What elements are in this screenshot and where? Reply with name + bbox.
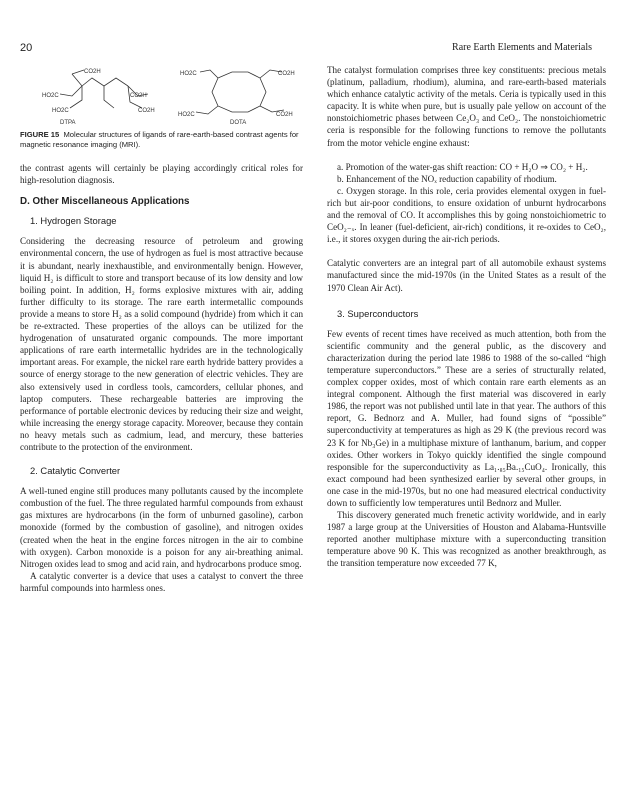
list-item-c: c. Oxygen storage. In this role, ceria provides elemental oxygen in fuel-rich but air-poor conditions, to ensure oxidation of unburnt hydrocarbons and the removal of CO. It accomplishes this by going nonstoichiometric to CeO₂₋ₓ. In leaner (fuel-deficient, air-rich) conditions, it re-oxides to CeO₂, i.e., it stores oxygen during the air-rich periods. — [327, 185, 606, 245]
dota-group-2: CO2H — [278, 71, 295, 77]
paragraph-catalytic-2: A catalytic converter is a device that uses a catalyst to convert the three harmful compounds into harmless ones. — [20, 570, 303, 593]
figure-15 — [20, 64, 303, 126]
paragraph-superconductors-2: This discovery generated much frenetic activity worldwide, and in early 1987 a large group at the Universities of Houston and Alabama-Huntsville reported another multiphase mixture with a superconducting transition temperature above 90 K. This was recognized as another breakthrough, as the transition temperature now exceeded 77 K, — [327, 510, 606, 569]
dtpa-group-5: CO2H — [138, 108, 155, 114]
ceria-function-list — [327, 161, 606, 246]
figure-caption-label: FIGURE 15 — [20, 130, 60, 139]
dtpa-group-3: HO2C — [52, 108, 69, 114]
paragraph-catalytic-converters: Catalytic converters are an integral part of all automobile exhaust systems manufactured since the mid-1970s (in the United States as a result of the 1970 Clean Air Act). — [327, 258, 606, 293]
figure-caption — [20, 130, 303, 150]
paragraph-contrast-agents: the contrast agents will certainly be playing accordingly critical roles for high-resolution diagnosis. — [20, 163, 303, 186]
list-item-a: a. Promotion of the water-gas shift reaction: CO + H₂O ⇒ CO₂ + H₂. — [337, 161, 588, 172]
list-item-b: b. Enhancement of the NOₓ reduction capability of rhodium. — [337, 173, 557, 184]
page-number: 20 — [20, 42, 33, 54]
subheading-hydrogen-storage: 1. Hydrogen Storage — [30, 215, 117, 227]
dtpa-group-1: CO2H — [84, 69, 101, 75]
figure-caption-text: Molecular structures of ligands of rare-earth-based contrast agents for magnetic resonance imaging (MRI). — [20, 130, 299, 149]
dtpa-label: DTPA — [60, 120, 76, 126]
paragraph-catalyst-formulation: The catalyst formulation comprises three key constituents: precious metals (platinum, palladium, rhodium), alumina, and rare-earth-based materials which enhance catalytic activity of the metals. Ceria is typically used in this capacity. It is white when pure, but is usually pale yellow on account of the nonstoichiometric phases between Ce₂O₃ and CeO₂. The nonstoichiometric ceria is responsible for the following functions to remove the pollutants from the motor vehicle engine exhaust: — [327, 65, 606, 148]
right-column — [327, 64, 606, 570]
subheading-catalytic-converter: 2. Catalytic Converter — [30, 465, 121, 477]
dota-group-4: CO2H — [276, 112, 293, 118]
dtpa-group-4: CO2H — [130, 93, 147, 99]
section-heading-misc: D. Other Miscellaneous Applications — [20, 196, 190, 208]
paragraph-superconductors-1: Few events of recent times have received as much attention, both from the scientific community and the general public, as the discovery and characterization during the period late 1986 to 1988 of the so-called “high temperature superconductors.” These are a series of structurally related, complex copper oxides, most of which contain rare earth elements as an integral component. Although the first material was discovered in early 1986, the report was not published until late in that year. The authors of this report, G. Bednorz and A. Muller, had found signs of “possible” superconductivity at temperatures as high as 29 K (the previous record was 23 K for Nb₃Ge) in a multiphase mixture of lanthanum, barium, and copper oxides. Other workers in Tokyo quickly identified the single compound responsible for the superconductivity as La₁.₈₅Ba.₁₅CuO₄. Ironically, this exact compound had been synthesized earlier by several other groups, in one case in the mid-1970s, but no one had measured electrical conductivity down to sufficiently low temperatures until Bednorz and Muller. — [327, 328, 606, 508]
dtpa-group-2: HO2C — [42, 93, 59, 99]
running-title: Rare Earth Elements and Materials — [452, 42, 592, 53]
left-column — [20, 64, 303, 594]
paragraph-catalytic-1: A well-tuned engine still produces many pollutants caused by the incomplete combustion of the fuel. The three regulated harmful compounds from exhaust gas mixtures are hydrocarbons (in the form of unburned gasoline), carbon monoxide (formed by the combustion of gasoline), and nitrogen oxides (created when the heat in the engine forces nitrogen in the air to combine with oxygen). Carbon monoxide is a poison for any air-breathing animal. Nitrogen oxides lead to smog and acid rain, and hydrocarbons produce smog. — [20, 486, 303, 569]
subheading-superconductors: 3. Superconductors — [337, 307, 419, 319]
dota-group-3: HO2C — [178, 112, 195, 118]
dota-label: DOTA — [230, 120, 247, 126]
dota-group-1: HO2C — [180, 71, 197, 77]
paragraph-hydrogen-storage: Considering the decreasing resource of petroleum and growing environmental concern, the use of hydrogen as fuel is most attractive because it is abundant, nearly inexhaustible, and environmentally benign. However, liquid H₂ is difficult to store and transport because of its low density and low boiling point. In addition, H₂ forms explosive mixtures with air, adding further difficulty to its storage. The rare earth intermetallic compounds provide a means to store H₂ as a solid compound (hydride) from which it can be re-extracted. These properties of the alloys can be utilized for the hydrogenation of unsaturated organic compounds. The more important applications of rare earth intermetallic hydrides are in the technologically important areas. For example, the nickel rare earth hydride battery provides a source of energy storage to the new generation of electric vehicles. They are also extensively used in cordless tools, camcorders, cellular phones, and laptop computers. These rechargeable batteries are improving the performance of portable electronic devices by reducing their size and weight, while increasing the energy storage capacity. Moreover, because they contain no heavy metals such as cadmium, lead, and mercury, these batteries contribute to the protection of the environment. — [20, 236, 303, 452]
molecular-structures — [20, 64, 303, 126]
